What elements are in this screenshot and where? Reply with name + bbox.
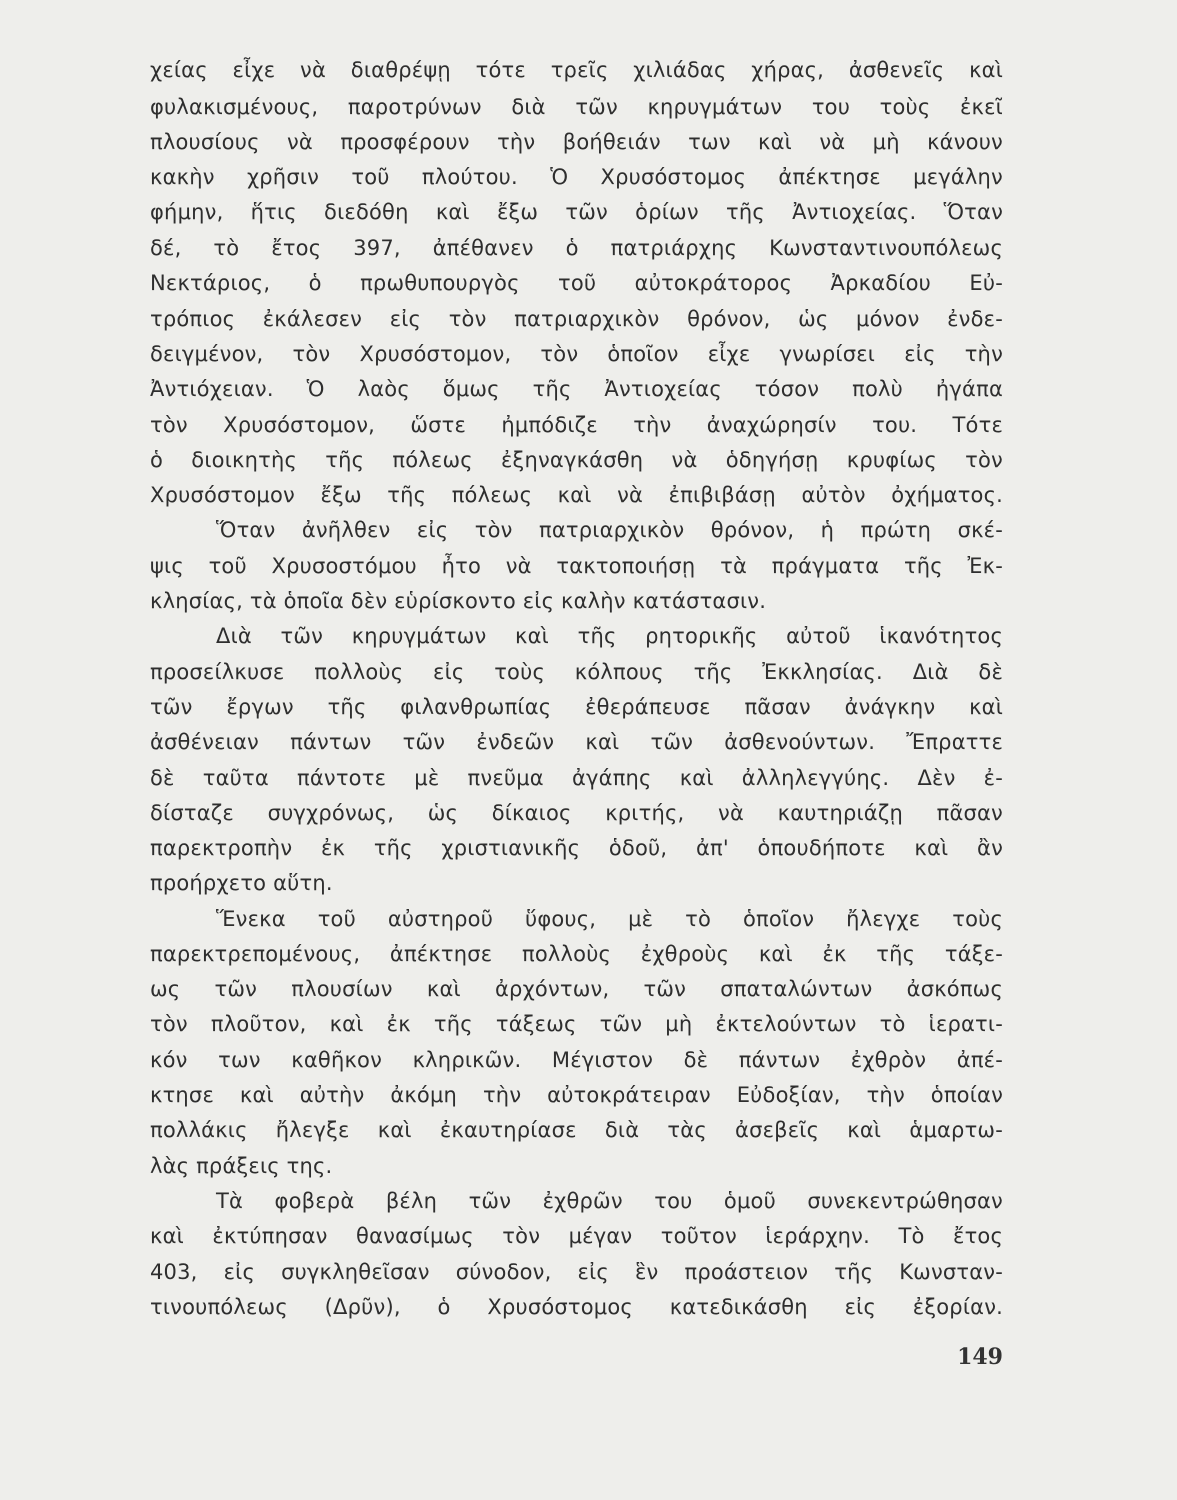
text-line: κτησε καὶ αὐτὴν ἀκόμη τὴν αὐτοκράτειραν Εὐδοξίαν, τὴν ὁποίαν: [150, 1083, 1003, 1107]
text-line: φήμην, ἥτις διεδόθη καὶ ἔξω τῶν ὁρίων τῆς Ἀντιοχείας. Ὅταν: [150, 200, 1003, 224]
text-line: κακὴν χρῆσιν τοῦ πλούτου. Ὁ Χρυσόστομος ἀπέκτησε μεγάλην: [150, 165, 1003, 189]
text-line: κόν των καθῆκον κληρικῶν. Μέγιστον δὲ πάντων ἐχθρὸν ἀπέ-: [150, 1048, 1003, 1072]
text-line: πλουσίους νὰ προσφέρουν τὴν βοήθειάν των καὶ νὰ μὴ κάνουν: [150, 130, 1003, 154]
text-line: κλησίας, τὰ ὁποῖα δὲν εὑρίσκοντο εἰς καλὴν κατάστασιν.: [150, 589, 767, 613]
text-line: τὸν Χρυσόστομον, ὥστε ἠμπόδιζε τὴν ἀναχώρησίν του. Τότε: [150, 413, 1003, 437]
text-line: Ἕνεκα τοῦ αὐστηροῦ ὕφους, μὲ τὸ ὁποῖον ἤλεγχε τοὺς: [216, 907, 1003, 931]
text-line: Τὰ φοβερὰ βέλη τῶν ἐχθρῶν του ὁμοῦ συνεκεντρώθησαν: [216, 1189, 1003, 1213]
text-line: παρεκτροπὴν ἐκ τῆς χριστιανικῆς ὁδοῦ, ἀπ' ὁπουδήποτε καὶ ἂν: [150, 836, 1003, 860]
text-line: ὁ διοικητὴς τῆς πόλεως ἐξηναγκάσθη νὰ ὁδηγήσῃ κρυφίως τὸν: [150, 448, 1003, 472]
text-line: Ὅταν ἀνῆλθεν εἰς τὸν πατριαρχικὸν θρόνον, ἡ πρώτη σκέ-: [216, 518, 1003, 542]
text-line: καὶ ἐκτύπησαν θανασίμως τὸν μέγαν τοῦτον ἱεράρχην. Τὸ ἔτος: [150, 1224, 1003, 1248]
text-line: Χρυσόστομον ἔξω τῆς πόλεως καὶ νὰ ἐπιβιβάσῃ αὐτὸν ὀχήματος.: [150, 483, 1003, 507]
text-line: τρόπιος ἐκάλεσεν εἰς τὸν πατριαρχικὸν θρόνον, ὡς μόνον ἐνδε-: [150, 307, 1003, 331]
text-line: Διὰ τῶν κηρυγμάτων καὶ τῆς ρητορικῆς αὐτοῦ ἱκανότητος: [216, 624, 1003, 648]
text-line: παρεκτρεπομένους, ἀπέκτησε πολλοὺς ἐχθροὺς καὶ ἐκ τῆς τάξε-: [150, 942, 1003, 966]
text-line: χείας εἶχε νὰ διαθρέψῃ τότε τρεῖς χιλιάδας χήρας, ἀσθενεῖς καὶ: [150, 58, 1003, 82]
text-line: τὸν πλοῦτον, καὶ ἐκ τῆς τάξεως τῶν μὴ ἐκτελούντων τὸ ἱερατι-: [150, 1012, 1003, 1036]
text-line: τινουπόλεως (Δρῦν), ὁ Χρυσόστομος κατεδικάσθη εἰς ἐξορίαν.: [150, 1295, 1003, 1319]
text-line: ψις τοῦ Χρυσοστόμου ἦτο νὰ τακτοποιήσῃ τὰ πράγματα τῆς Ἐκ-: [150, 554, 1003, 578]
text-line: πολλάκις ἤλεγξε καὶ ἐκαυτηρίασε διὰ τὰς ἀσεβεῖς καὶ ἁμαρτω-: [150, 1118, 1003, 1142]
text-line: δὲ ταῦτα πάντοτε μὲ πνεῦμα ἀγάπης καὶ ἀλληλεγγύης. Δὲν ἐ-: [150, 766, 1003, 790]
text-line: τῶν ἔργων τῆς φιλανθρωπίας ἐθεράπευσε πᾶσαν ἀνάγκην καὶ: [150, 695, 1003, 719]
text-line: λὰς πράξεις της.: [150, 1154, 333, 1178]
text-line: δίσταζε συγχρόνως, ὡς δίκαιος κριτής, νὰ καυτηριάζῃ πᾶσαν: [150, 801, 1003, 825]
text-line: δέ, τὸ ἔτος 397, ἀπέθανεν ὁ πατριάρχης Κωνσταντινουπόλεως: [150, 236, 1003, 260]
text-line: δειγμένον, τὸν Χρυσόστομον, τὸν ὁποῖον εἶχε γνωρίσει εἰς τὴν: [150, 342, 1003, 366]
text-line: 403, εἰς συγκληθεῖσαν σύνοδον, εἰς ἓν προάστειον τῆς Κωνσταν-: [150, 1260, 1003, 1284]
text-line: Ἀντιόχειαν. Ὁ λαὸς ὅμως τῆς Ἀντιοχείας τόσον πολὺ ἠγάπα: [150, 377, 1003, 401]
page-number: 149: [957, 1344, 1003, 1370]
text-line: προήρχετο αὕτη.: [150, 871, 333, 895]
text-line: προσείλκυσε πολλοὺς εἰς τοὺς κόλπους τῆς Ἐκκλησίας. Διὰ δὲ: [150, 660, 1003, 684]
text-line: φυλακισμένους, παροτρύνων διὰ τῶν κηρυγμάτων του τοὺς ἐκεῖ: [150, 95, 1003, 119]
text-line: Νεκτάριος, ὁ πρωθυπουργὸς τοῦ αὐτοκράτορος Ἀρκαδίου Εὐ-: [150, 271, 1003, 295]
text-line: ἀσθένειαν πάντων τῶν ἐνδεῶν καὶ τῶν ἀσθενούντων. Ἔπραττε: [150, 730, 1003, 754]
text-line: ως τῶν πλουσίων καὶ ἀρχόντων, τῶν σπαταλώντων ἀσκόπως: [150, 977, 1003, 1001]
